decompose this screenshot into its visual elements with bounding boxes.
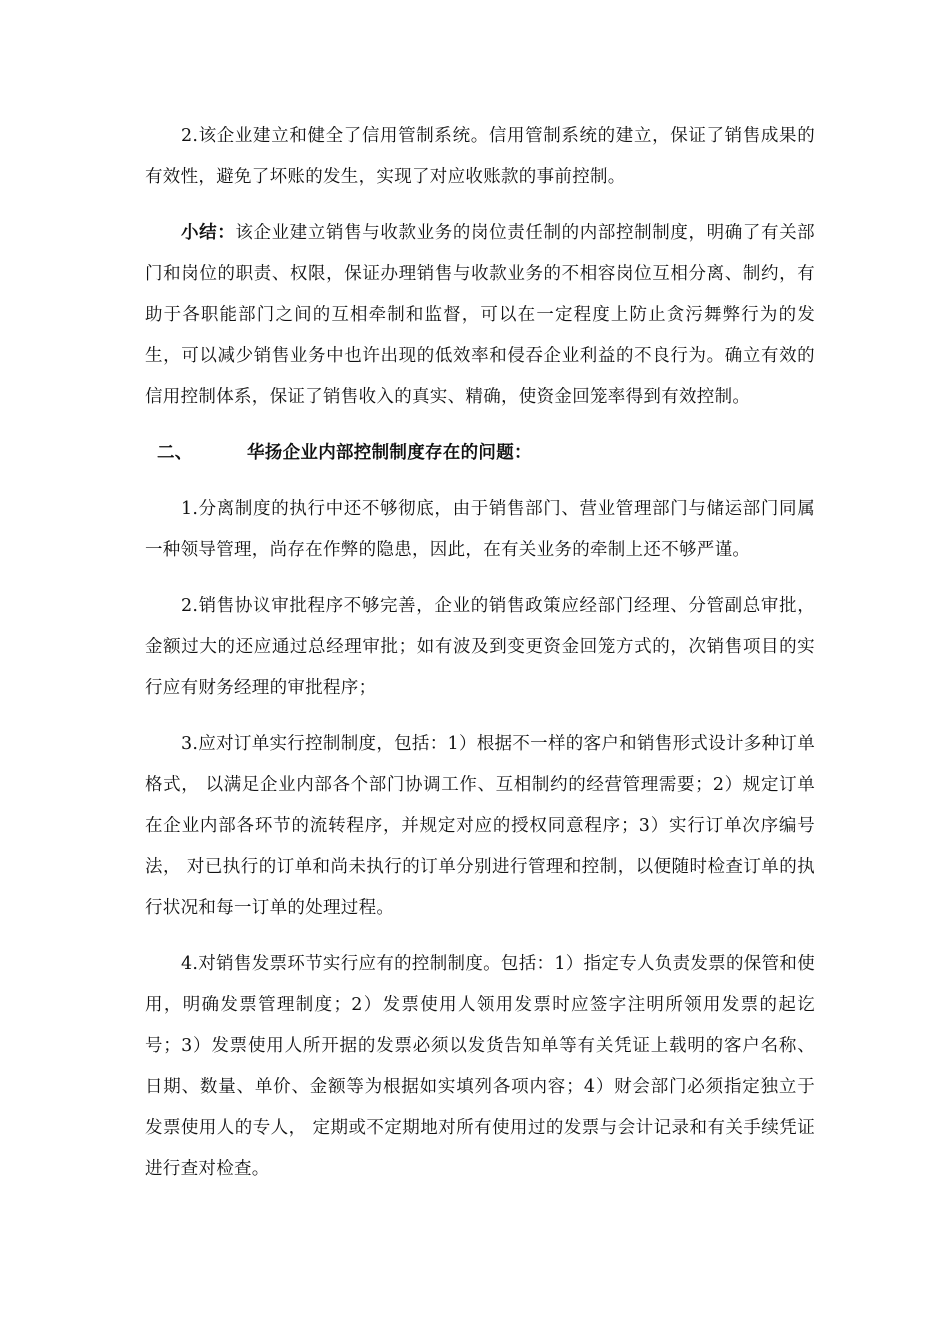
paragraph-credit-system: 2.该企业建立和健全了信用管制系统。信用管制系统的建立，保证了销售成果的有效性，避免了坏账的发生，实现了对应收账款的事前控制。: [145, 126, 815, 187]
section-title: 华扬企业内部控制制度存在的问题：: [247, 443, 532, 463]
section-heading: [145, 433, 815, 474]
paragraph-issue-2: 2.销售协议审批程序不够完善，企业的销售政策应经部门经理、分管副总审批，金额过大的还应通过总经理审批；如有波及到变更资金回笼方式的，次销售项目的实行应有财务经理的审批程序；: [145, 596, 815, 698]
summary-text: 该企业建立销售与收款业务的岗位责任制的内部控制制度，明确了有关部门和岗位的职责、权限，保证办理销售与收款业务的不相容岗位互相分离、制约，有助于各职能部门之间的互相牵制和监督，可以在一定程度上防止贪污舞弊行为的发生，可以减少销售业务中也许出现的低效率和侵吞企业利益的不良行为。确立有效的信用控制体系，保证了销售收入的真实、精确，使资金回笼率得到有效控制。: [145, 223, 815, 407]
paragraph-summary: [145, 213, 815, 418]
document-body: [145, 116, 815, 1205]
summary-label: 小结：: [181, 223, 236, 243]
paragraph-issue-4: 4.对销售发票环节实行应有的控制制度。包括：1）指定专人负责发票的保管和使用，明确发票管理制度；2）发票使用人领用发票时应签字注明所领用发票的起讫号；3）发票使用人所开据的发票必须以发货告知单等有关凭证上载明的客户名称、日期、数量、单价、金额等为根据如实填列各项内容；4）财会部门必须指定独立于发票使用人的专人， 定期或不定期地对所有使用过的发票与会计记录和有关手续凭证进行查对检查。: [145, 954, 815, 1179]
paragraph-issue-1: 1.分离制度的执行中还不够彻底，由于销售部门、营业管理部门与储运部门同属一种领导管理，尚存在作弊的隐患，因此，在有关业务的牵制上还不够严谨。: [145, 499, 815, 560]
paragraph-issue-3: 3.应对订单实行控制制度，包括：1）根据不一样的客户和销售形式设计多种订单格式， 以满足企业内部各个部门协调工作、互相制约的经营管理需要；2）规定订单在企业内部各环节的流转程序，并规定对应的授权同意程序；3）实行订单次序编号法， 对已执行的订单和尚未执行的订单分别进行管理和控制，以便随时检查订单的执行状况和每一订单的处理过程。: [145, 734, 815, 918]
section-number: 二、: [157, 443, 193, 463]
